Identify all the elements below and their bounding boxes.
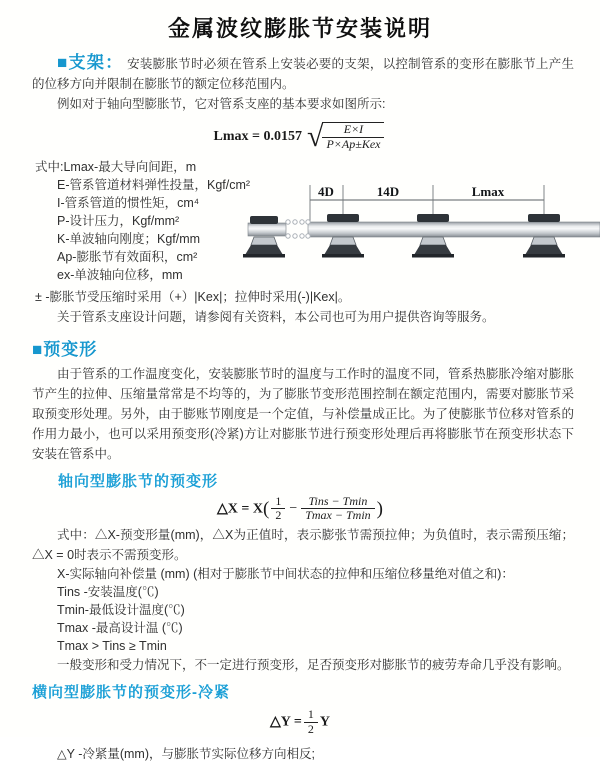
lateral-formula-rhs: Y — [319, 714, 330, 730]
lmax-formula — [0, 119, 600, 153]
plus-minus-note: ± -膨胀节受压缩时采用（+）|Kex|；拉伸时采用(-)|Kex|。 — [35, 289, 351, 304]
lmax-formula-lhs: Lmax = 0.0157 — [213, 129, 302, 145]
axial-formula-explanation: 式中：△X-预变形量(mm)，△X为正值时，表示膨张节需预拉伸；为负值时，表示需预压缩；△X = 0时表示不需预变形。 — [32, 528, 574, 563]
support-intro-text: 安装膨胀节时必须在管系上安装必要的支架，以控制管系的变形在膨胀节上产生的位移方向并限制在膨胀节的额定位移范围内。 — [32, 57, 574, 91]
page-title: 金属波纹膨胀节安装说明 — [167, 16, 432, 41]
definition-line: K-单波轴向刚度；Kgf/mm — [57, 231, 201, 246]
fraction-numerator: 1 — [307, 707, 314, 722]
sqrt-radical-sign: √ — [307, 119, 324, 153]
lmax-fraction-denominator: P×Ap±Kex — [322, 137, 384, 152]
definition-line: 式中:Lmax-最大导向间距，m — [35, 159, 197, 174]
lmax-formula-fraction — [322, 122, 384, 152]
definition-line: I-管系管道的惯性矩，cm⁴ — [57, 195, 200, 210]
lateral-formula-lhs: △Y = — [270, 714, 302, 730]
fraction-numerator: Tins − Tmin — [308, 493, 368, 508]
pipe-body — [308, 222, 600, 237]
service-note: 关于管系支座设计问题，请参阅有关资料，本公司也可为用户提供咨询等服务。 — [57, 309, 495, 324]
lateral-note: △Y -冷紧量(mm)，与膨胀节实际位移方向相反; — [57, 746, 315, 761]
definition-line: E-管系管道材料弹性投量，Kgf/cm² — [57, 177, 251, 192]
axial-note: 一般变形和受力情况下，不一定进行预变形，足否预变形对膨胀节的疲劳寿命几乎没有影响。 — [57, 658, 570, 673]
minus-operator: − — [289, 501, 298, 517]
open-paren: ( — [262, 498, 270, 520]
dimension-label-4d: 4D — [318, 183, 334, 199]
pipe-support — [243, 216, 285, 258]
fraction-denominator: Tmax − Tmin — [301, 508, 374, 523]
temp-definition-line: Tmin-最低设计温度(℃) — [57, 603, 185, 618]
axial-formula-lhs: △X = X — [217, 501, 263, 517]
one-half-fraction — [304, 708, 318, 737]
fraction-denominator: 2 — [304, 722, 318, 737]
definition-line: ex-单波轴向位移，mm — [57, 267, 183, 282]
definition-line: P-设计压力，Kgf/mm² — [57, 213, 180, 228]
axial-predeform-heading: 轴向型膨胀节的预变形 — [58, 472, 219, 490]
dimension-label-lmax: Lmax — [471, 183, 505, 199]
section-heading-support: ■支架： — [57, 53, 124, 72]
lateral-predeform-formula — [0, 708, 600, 737]
lateral-predeform-heading: 横向型膨胀节的预变形-冷紧 — [32, 684, 230, 702]
fraction-numerator: 1 — [275, 493, 282, 508]
x-definition-line: X-实际轴向补偿量 (mm) (相对于膨胀节中间状态的拉伸和压缩位移量绝对值之和)： — [57, 567, 514, 582]
one-half-fraction — [271, 495, 285, 524]
section-heading-predeform: ■预变形 — [32, 339, 98, 359]
lmax-fraction-numerator: E×I — [343, 122, 364, 136]
support-example-text: 例如对于轴向型膨胀节，它对管系支座的基本要求如图所示: — [57, 97, 386, 111]
temp-definition-line: Tmax -最高设计温 (℃) — [57, 621, 183, 636]
pipe-stub — [248, 223, 286, 236]
definition-line: Ap-膨胀节有效面积，cm² — [57, 249, 198, 264]
dimension-label-14d: 14D — [376, 183, 400, 199]
pipe-support-diagram — [248, 182, 600, 274]
bellows-icon — [286, 219, 310, 237]
axial-predeform-formula — [0, 495, 600, 524]
support-intro-paragraph — [32, 53, 574, 94]
formula-definitions-block — [35, 158, 600, 286]
temperature-fraction — [301, 495, 374, 524]
fraction-denominator: 2 — [271, 508, 285, 523]
temp-inequality-line: Tmax > Tins ≥ Tmin — [57, 639, 167, 654]
predeform-body-paragraph: 由于管系的工作温度变化，安装膨胀节时的温度与工作时的温度不同，管系热膨胀冷缩对膨胀节产生的拉伸、压缩量常常是不均等的，为了膨胀节变形范围控制在额定范围内，需要对膨胀节采取预变形处理。另外，由于膨账节刚度是一个定值，与补偿量成正比。为了使膨胀节位移对管系的作用力最小，也可以采用预变形(冷紧)方让对膨胀节进行预变形处理后再将膨胀节在预变形状态下安装在管系中。 — [32, 366, 574, 461]
temp-definition-line: Tins -安装温度(℃) — [57, 585, 159, 600]
close-paren: ) — [376, 498, 383, 520]
